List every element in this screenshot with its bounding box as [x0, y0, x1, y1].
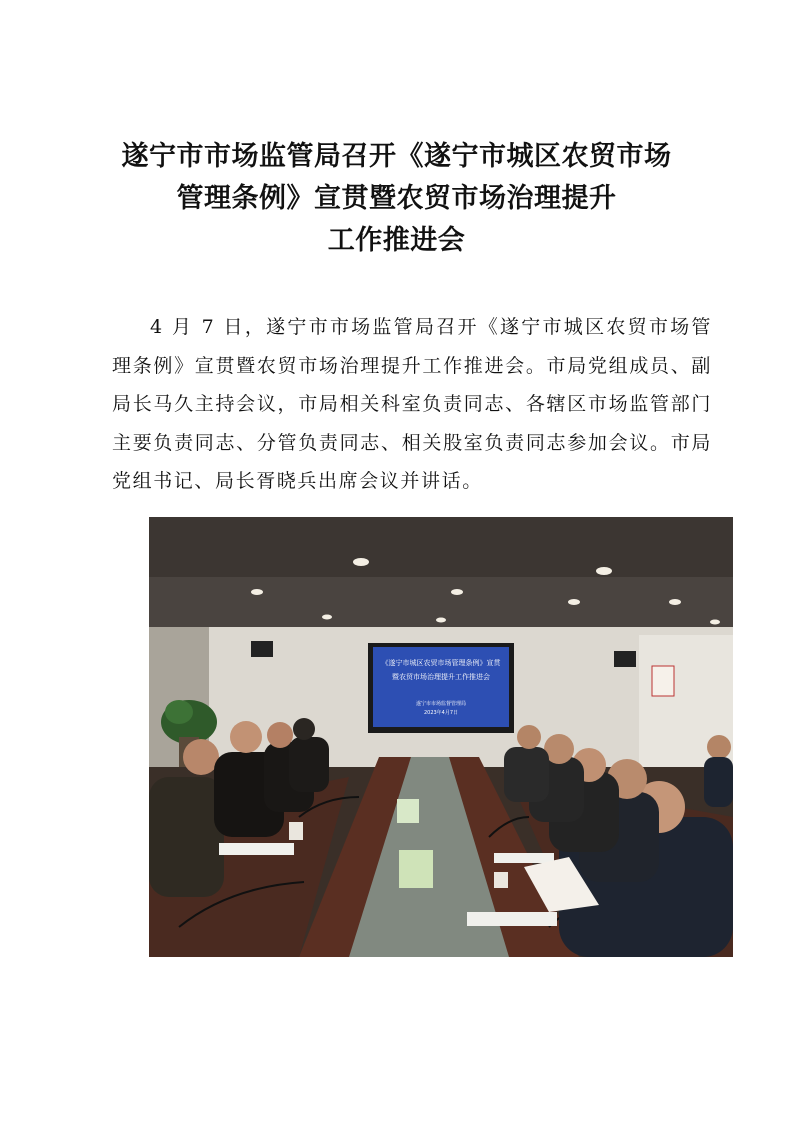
screen-line-4: 2023年4月7日 [423, 710, 459, 716]
document-title [60, 136, 733, 262]
meeting-photo [149, 517, 733, 957]
title-line-3: 工作推进会 [327, 225, 466, 256]
title-line-2: 管理条例》宣贯暨农贸市场治理提升 [176, 183, 617, 214]
speaker-right [614, 651, 636, 667]
screen-line-2: 暨农贸市场治理提升工作推进会 [392, 673, 490, 681]
meeting-photo-illustration [149, 517, 733, 957]
speaker-left [251, 641, 273, 657]
title-line-1: 遂宁市市场监管局召开《遂宁市城区农贸市场 [121, 141, 672, 172]
screen-line-3: 遂宁市市场监督管理局 [415, 701, 467, 707]
body-paragraph-container [112, 308, 712, 501]
screen-line-1: 《遂宁市城区农贸市场管理条例》宣贯 [381, 659, 501, 667]
body-paragraph: 4 月 7 日，遂宁市市场监管局召开《遂宁市城区农贸市场管理条例》宣贯暨农贸市场治理提升工作推进会。市局党组成员、副局长马久主持会议，市局相关科室负责同志、各辖区市场监管部门主要负责同志、分管负责同志、相关股室负责同志参加会议。市局党组书记、局长胥晓兵出席会议并讲话。 [112, 316, 712, 492]
